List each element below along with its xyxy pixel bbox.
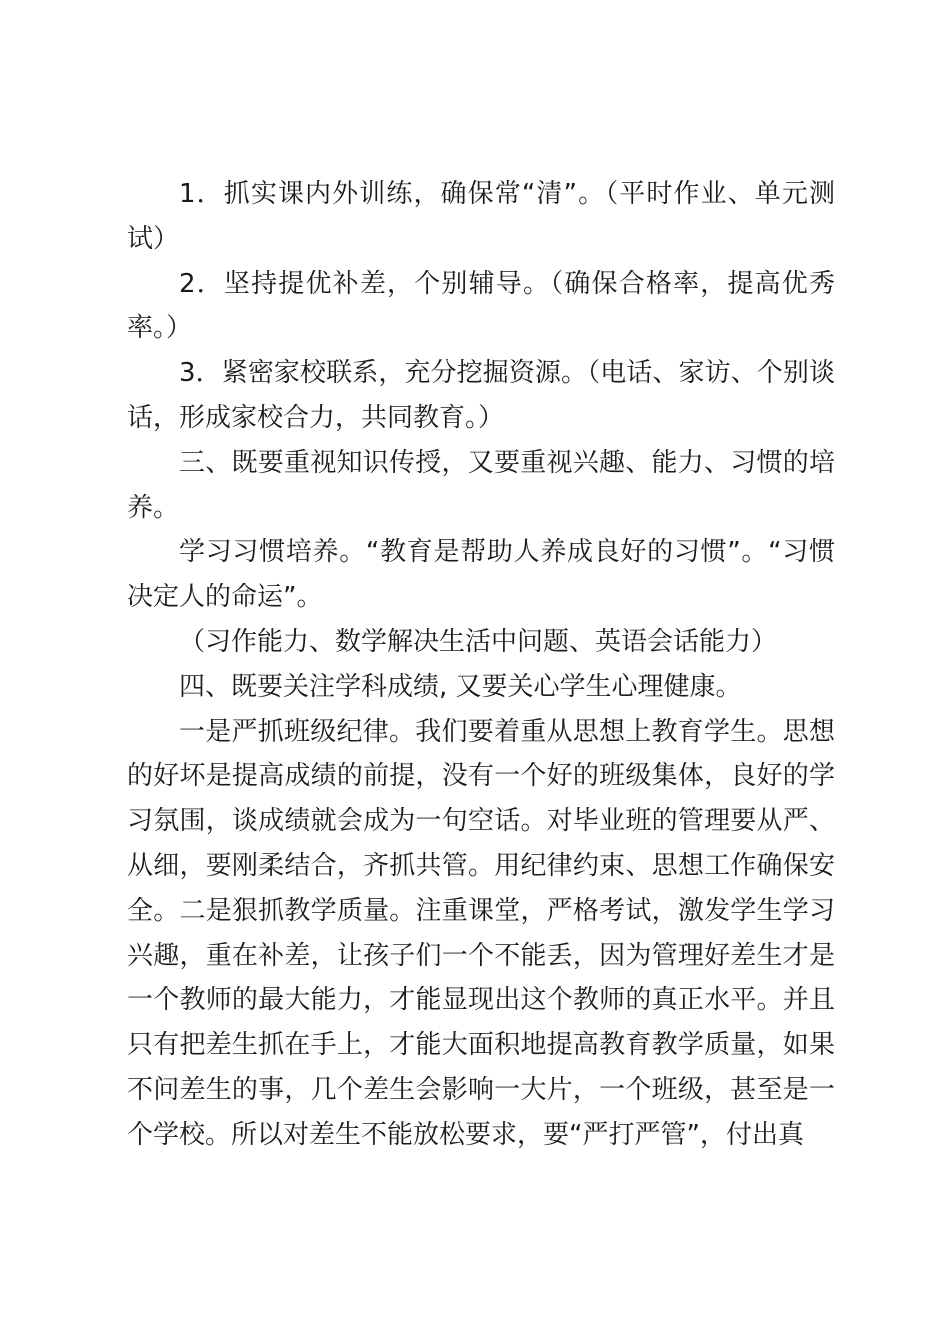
paragraph-item-1: 1．抓实课内外训练，确保常“清”。（平时作业、单元测试） [127, 179, 835, 254]
paragraph-habits: 学习习惯培养。“教育是帮助人养成良好的习惯”。“习惯决定人的命运”。 [127, 537, 835, 613]
paragraph-item-3: 3．紧密家校联系，充分挖掘资源。（电话、家访、个别谈话，形成家校合力，共同教育。） [127, 358, 835, 433]
paragraph-discipline: 一是严抓班级纪律。我们要着重从思想上教育学生。思想的好坏是提高成绩的前提，没有一个好的班级集体，良好的学习氛围，谈成绩就会成为一句空话。对毕业班的管理要从严、从细，要刚柔结合，齐抓共管。用纪律约束、思想工作确保安全。二是狠抓教学质量。注重课堂，严格考试，激发学生学习兴趣，重在补差，让孩子们一个不能丢，因为管理好差生才是一个教师的最大能力，才能显现出这个教师的真正水平。并且只有把差生抓在手上，才能大面积地提高教育教学质量，如果不问差生的事，几个差生会影响一大片，一个班级，甚至是一个学校。所以对差生不能放松要求，要“严打严管”，付出真 [127, 716, 835, 1150]
section-heading-4: 四、既要关注学科成绩, 又要关心学生心理健康。 [179, 671, 742, 702]
paragraph-item-2: 2．坚持提优补差，个别辅导。（确保合格率，提高优秀率。） [127, 268, 835, 344]
section-heading-3: 三、既要重视知识传授，又要重视兴趣、能力、习惯的培养。 [127, 447, 835, 523]
paragraph-abilities: （习作能力、数学解决生活中问题、英语会话能力） [179, 626, 778, 657]
document-body [127, 172, 835, 1158]
